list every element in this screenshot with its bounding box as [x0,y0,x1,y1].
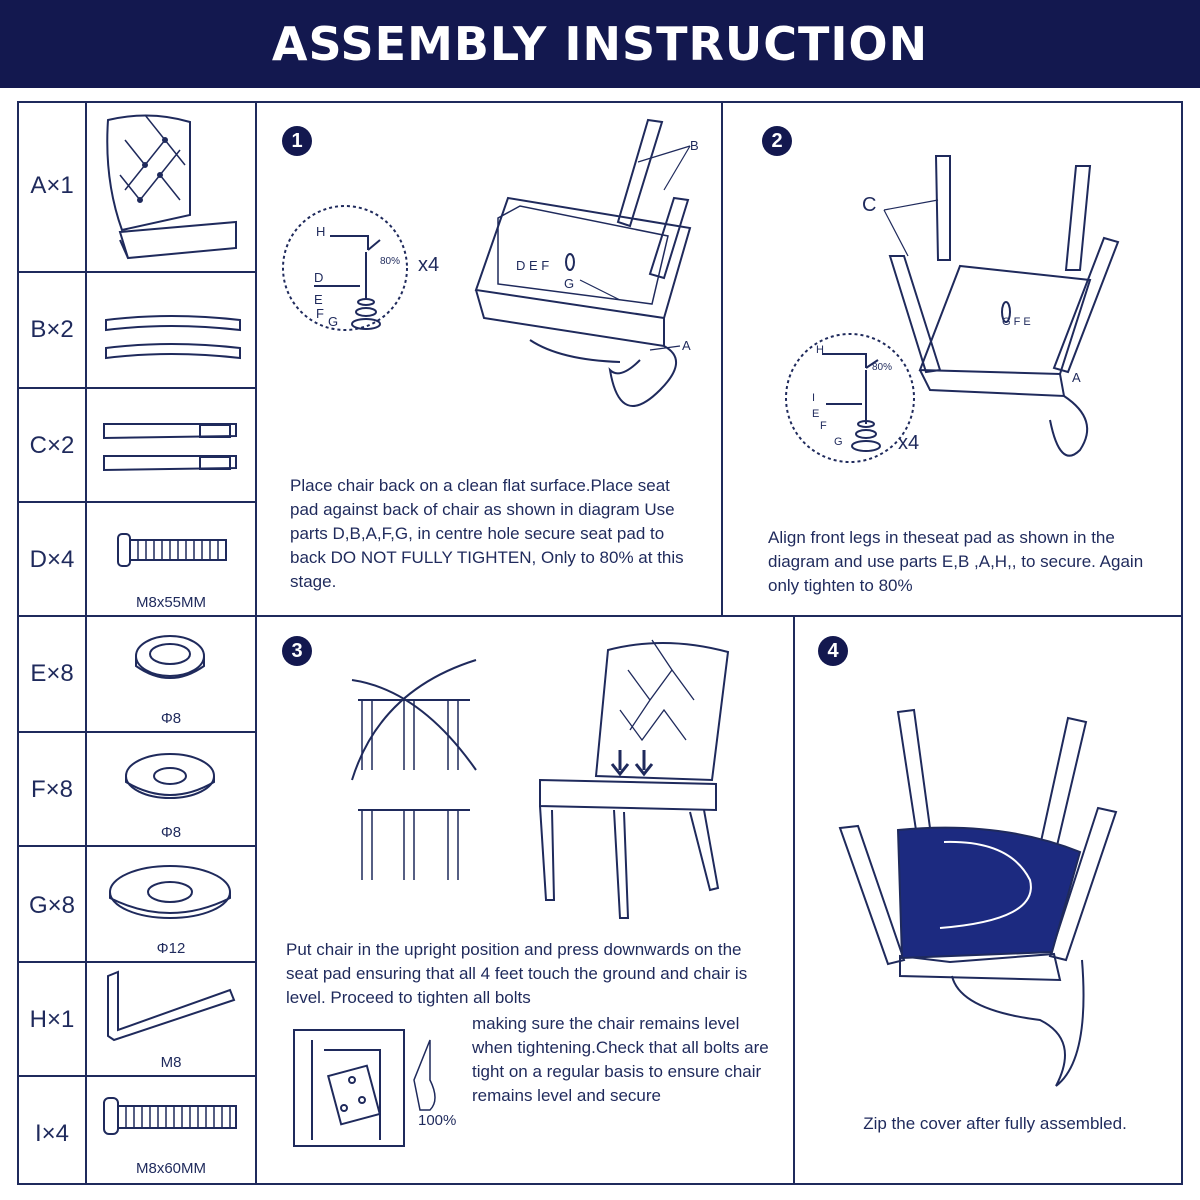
part-spec-d: M8x55MM [135,594,206,611]
step2-callout-f: F [820,420,827,432]
step2-callout-g: G [834,436,843,448]
step2-instructions: Align front legs in theseat pad as shown in the diagram and use parts E,B ,A,H,, to secure. Again only tighten to 80% [768,528,1144,595]
step3-callout-pct: 100% [418,1112,457,1129]
part-label-h: H×1 [29,1006,75,1033]
part-i-bolt-icon [104,1098,236,1134]
part-label-f: F×8 [30,776,74,803]
part-spec-g: Φ12 [156,940,186,957]
step2-callout-i: I [812,392,816,404]
step1-callout-x4: x4 [418,254,440,276]
step3-instructions-top: Put chair in the upright position and press downwards on the seat pad ensuring that all 4 feet touch the ground and chair is level. Proceed to tighten all bolts [286,940,748,1007]
step1-callout-pct: 80% [380,256,401,267]
step2-callout-h: H [816,344,824,356]
step1-callout-b: B [690,138,699,153]
step1-callout-h: H [316,224,326,239]
step1-callout-a: A [682,338,691,353]
step1-callout-f: F [316,306,324,321]
step1-diagram [283,120,690,406]
part-spec-h: M8 [160,1054,182,1071]
part-label-g: G×8 [28,892,76,919]
step1-callout-g: G [328,314,339,329]
step3-number-badge: 3 [282,636,312,666]
part-label-i: I×4 [34,1120,70,1147]
step4-instructions: Zip the cover after fully assembled. [863,1114,1127,1133]
part-h-hex-key-icon [108,972,234,1040]
step3-instructions-side: making sure the chair remains level when tightening.Check that all bolts are tight on a regular basis to ensure chair remains level and secure [472,1014,769,1105]
step1-callout-def: D E F [516,258,550,273]
part-label-e: E×8 [30,660,74,687]
step2-callout-x4: x4 [898,432,920,454]
step1-callout-e: E [314,292,323,307]
part-spec-i: M8x60MM [135,1160,206,1177]
step2-number-badge: 2 [762,126,792,156]
page-title: ASSEMBLY INSTRUCTION [271,17,929,71]
part-e-spring-washer-icon [136,636,204,678]
step1-number-badge: 1 [282,126,312,156]
step2-callout-c: C [862,194,877,216]
part-g-large-washer-icon [110,866,230,918]
step4-number-badge: 4 [818,636,848,666]
part-label-a: A×1 [30,172,74,199]
part-a-chair-back-icon [107,115,236,258]
step2-diagram [786,156,1118,462]
part-label-b: B×2 [30,316,74,343]
step1-callout-d: D [314,270,324,285]
part-spec-e: Φ8 [160,710,182,727]
step2-callout-pct: 80% [872,362,893,373]
step2-callout-gfe: G F E [1002,316,1031,328]
part-f-flat-washer-icon [126,754,214,798]
step1-callout-g2: G [564,276,575,291]
part-c-leg-icon [104,424,236,470]
step1-instructions: Place chair back on a clean flat surface.Place seat pad against back of chair as shown in diagram Use parts D,B,A,F,G, in centre hole secure seat pad to back DO NOT FULLY TIGHTEN, Only to 80% at this stage. [290,476,684,591]
step2-callout-e: E [812,408,820,420]
part-label-c: C×2 [29,432,75,459]
part-label-d: D×4 [29,546,75,573]
part-b-rail-icon [106,316,240,358]
part-spec-f: Φ8 [160,824,182,841]
part-d-bolt-icon [118,534,226,566]
step2-callout-a: A [1072,370,1081,385]
